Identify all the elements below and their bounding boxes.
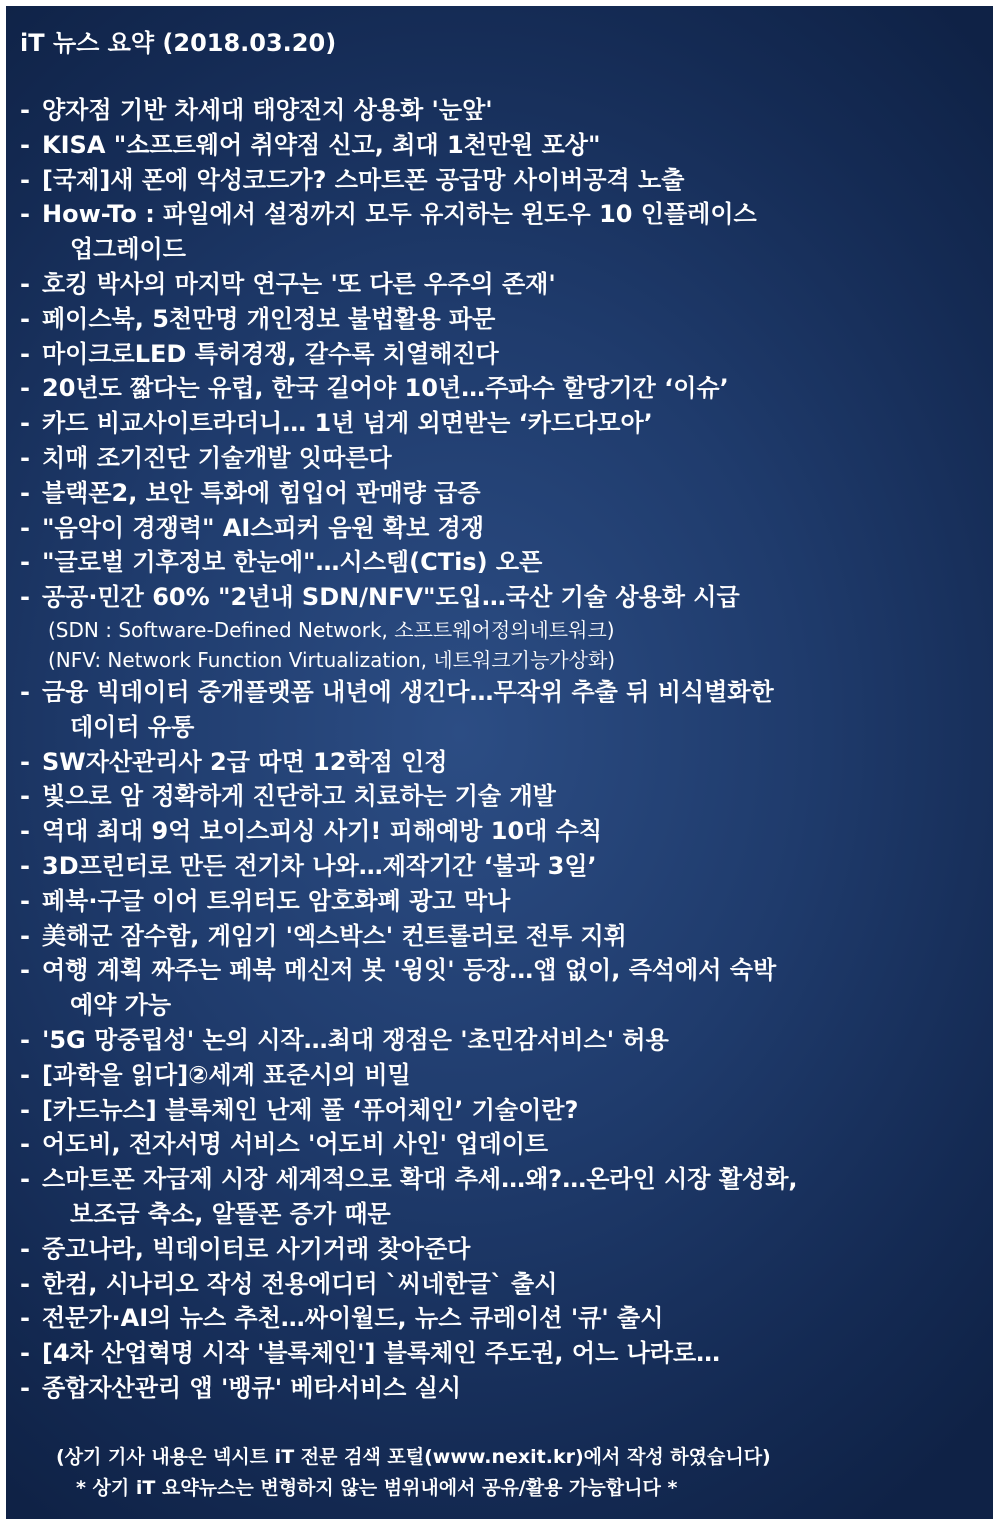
news-headline: 20년도 짧다는 유럽, 한국 길어야 10년…주파수 할당기간 ‘이슈’ <box>42 374 729 403</box>
news-headline: 호킹 박사의 마지막 연구는 '또 다른 우주의 존재' <box>42 269 556 298</box>
news-headline: [카드뉴스] 블록체인 난제 풀 ‘퓨어체인’ 기술이란? <box>42 1095 579 1124</box>
bullet-dash: - <box>20 304 30 333</box>
news-item <box>20 93 993 128</box>
bullet-dash: - <box>20 1234 30 1263</box>
bullet-dash: - <box>20 1060 30 1089</box>
news-headline: "음악이 경쟁력" AI스피커 음원 확보 경쟁 <box>42 513 485 542</box>
bullet-dash: - <box>20 1130 30 1159</box>
news-headline: 전문가·AI의 뉴스 추천…싸이월드, 뉴스 큐레이션 '큐' 출시 <box>42 1304 664 1333</box>
news-headline: 마이크로LED 특허경쟁, 갈수록 치열해진다 <box>42 339 499 368</box>
news-item <box>20 779 993 814</box>
bullet-dash: - <box>20 130 30 159</box>
news-item <box>20 1093 993 1128</box>
news-item <box>20 1336 993 1371</box>
news-item <box>20 511 993 546</box>
bullet-dash: - <box>20 782 30 811</box>
news-headline: 어도비, 전자서명 서비스 '어도비 사인' 업데이트 <box>42 1130 549 1159</box>
news-item <box>20 1301 993 1336</box>
bullet-dash: - <box>20 478 30 507</box>
bullet-dash: - <box>20 1165 30 1194</box>
news-item <box>20 814 993 849</box>
news-subnote: (NFV: Network Function Virtualization, 네트워크기능가상화) <box>48 647 616 672</box>
news-item <box>20 197 993 267</box>
news-subnote: (SDN : Software-Defined Network, 소프트웨어정의네트워크) <box>48 617 615 642</box>
news-item <box>20 953 993 1023</box>
bullet-dash: - <box>20 817 30 846</box>
bullet-dash: - <box>20 269 30 298</box>
news-item <box>20 371 993 406</box>
news-headline: 역대 최대 9억 보이스피싱 사기! 피해예방 10대 수칙 <box>42 817 603 846</box>
bullet-dash: - <box>20 200 30 229</box>
bullet-dash: - <box>20 1269 30 1298</box>
footer-source-note: (상기 기사 내용은 넥시트 iT 전문 검색 포털(www.nexit.kr)에서 작성 하였습니다) <box>56 1446 771 1468</box>
news-headline-continuation: 업그레이드 <box>70 235 186 264</box>
news-list <box>20 93 993 1406</box>
news-headline: 중고나라, 빅데이터로 사기거래 찾아준다 <box>42 1234 471 1263</box>
news-headline: 페북·구글 이어 트위터도 암호화폐 광고 막나 <box>42 886 511 915</box>
news-headline: 공공·민간 60% "2년내 SDN/NFV"도입…국산 기술 상용화 시급 <box>42 583 740 612</box>
news-item <box>20 337 993 372</box>
news-item <box>20 1267 993 1302</box>
news-headline: KISA "소프트웨어 취약점 신고, 최대 1천만원 포상" <box>42 130 601 159</box>
bullet-dash: - <box>20 677 30 706</box>
bullet-dash: - <box>20 548 30 577</box>
news-item <box>20 1371 993 1406</box>
news-headline: 3D프린터로 만든 전기차 나와…제작기간 ‘불과 3일’ <box>42 851 597 880</box>
news-headline: [4차 산업혁명 시작 '블록체인'] 블록체인 주도권, 어느 나라로… <box>42 1339 721 1368</box>
bullet-dash: - <box>20 1095 30 1124</box>
news-headline-continuation: 예약 가능 <box>70 991 172 1020</box>
bullet-dash: - <box>20 443 30 472</box>
news-headline: 페이스북, 5천만명 개인정보 불법활용 파문 <box>42 304 496 333</box>
bullet-dash: - <box>20 921 30 950</box>
news-headline: 美해군 잠수함, 게임기 '엑스박스' 컨트롤러로 전투 지휘 <box>42 921 627 950</box>
news-headline: "글로벌 기후정보 한눈에"…시스템(CTis) 오픈 <box>42 548 543 577</box>
news-item <box>20 919 993 954</box>
news-headline: 한컴, 시나리오 작성 전용에디터 `씨네한글` 출시 <box>42 1269 558 1298</box>
news-item <box>20 1162 993 1232</box>
bullet-dash: - <box>20 886 30 915</box>
footer <box>6 1442 993 1504</box>
news-headline: 카드 비교사이트라더니… 1년 넘게 외면받는 ‘카드다모아’ <box>42 409 653 438</box>
news-headline: '5G 망중립성' 논의 시작…최대 쟁점은 '초민감서비스' 허용 <box>42 1025 669 1054</box>
news-headline: 스마트폰 자급제 시장 세계적으로 확대 추세…왜?…온라인 시장 활성화, <box>42 1165 798 1194</box>
bullet-dash: - <box>20 583 30 612</box>
news-item <box>20 580 993 615</box>
news-item <box>20 1058 993 1093</box>
news-headline: 빛으로 암 정확하게 진단하고 치료하는 기술 개발 <box>42 782 556 811</box>
news-item <box>20 849 993 884</box>
bullet-dash: - <box>20 1373 30 1402</box>
news-headline-continuation: 데이터 유통 <box>70 712 195 741</box>
bullet-dash: - <box>20 165 30 194</box>
bullet-dash: - <box>20 96 30 124</box>
news-item <box>20 476 993 511</box>
news-item <box>20 128 993 163</box>
bullet-dash: - <box>20 339 30 368</box>
news-headline: SW자산관리사 2급 따면 12학점 인정 <box>42 747 448 776</box>
bullet-dash: - <box>20 956 30 985</box>
bullet-dash: - <box>20 374 30 403</box>
news-item <box>20 302 993 337</box>
news-headline: How-To : 파일에서 설정까지 모두 유지하는 윈도우 10 인플레이스 <box>42 200 757 229</box>
news-headline: 금융 빅데이터 중개플랫폼 내년에 생긴다…무작위 추출 뒤 비식별화한 <box>42 677 774 706</box>
page-title: iT 뉴스 요약 (2018.03.20) <box>20 29 337 57</box>
news-panel <box>6 6 993 1519</box>
news-item <box>20 1232 993 1267</box>
news-item <box>20 267 993 302</box>
news-item <box>20 545 993 580</box>
news-headline: [과학을 읽다]②세계 표준시의 비밀 <box>42 1060 411 1089</box>
news-headline: 블랙폰2, 보안 특화에 힘입어 판매량 급증 <box>42 478 481 507</box>
news-item <box>20 675 993 745</box>
bullet-dash: - <box>20 1025 30 1054</box>
footer-usage-note: * 상기 iT 요약뉴스는 변형하지 않는 범위내에서 공유/활용 가능합니다 * <box>76 1477 678 1499</box>
news-item <box>20 884 993 919</box>
news-item <box>20 1023 993 1058</box>
bullet-dash: - <box>20 409 30 438</box>
news-item <box>20 441 993 476</box>
bullet-dash: - <box>20 1339 30 1368</box>
news-headline: 종합자산관리 앱 '뱅큐' 베타서비스 실시 <box>42 1373 462 1402</box>
news-headline: 양자점 기반 차세대 태양전지 상용화 '눈앞' <box>42 96 493 124</box>
news-item <box>20 745 993 780</box>
bullet-dash: - <box>20 851 30 880</box>
bullet-dash: - <box>20 747 30 776</box>
news-headline-continuation: 보조금 축소, 알뜰폰 증가 때문 <box>70 1199 391 1228</box>
news-headline: 여행 계획 짜주는 페북 메신저 봇 '윙잇' 등장…앱 없이, 즉석에서 숙박 <box>42 956 777 985</box>
news-item <box>20 163 993 198</box>
news-headline: [국제]새 폰에 악성코드가? 스마트폰 공급망 사이버공격 노출 <box>42 165 685 194</box>
bullet-dash: - <box>20 513 30 542</box>
news-item <box>20 406 993 441</box>
bullet-dash: - <box>20 1304 30 1333</box>
news-headline: 치매 조기진단 기술개발 잇따른다 <box>42 443 392 472</box>
news-item <box>20 1127 993 1162</box>
